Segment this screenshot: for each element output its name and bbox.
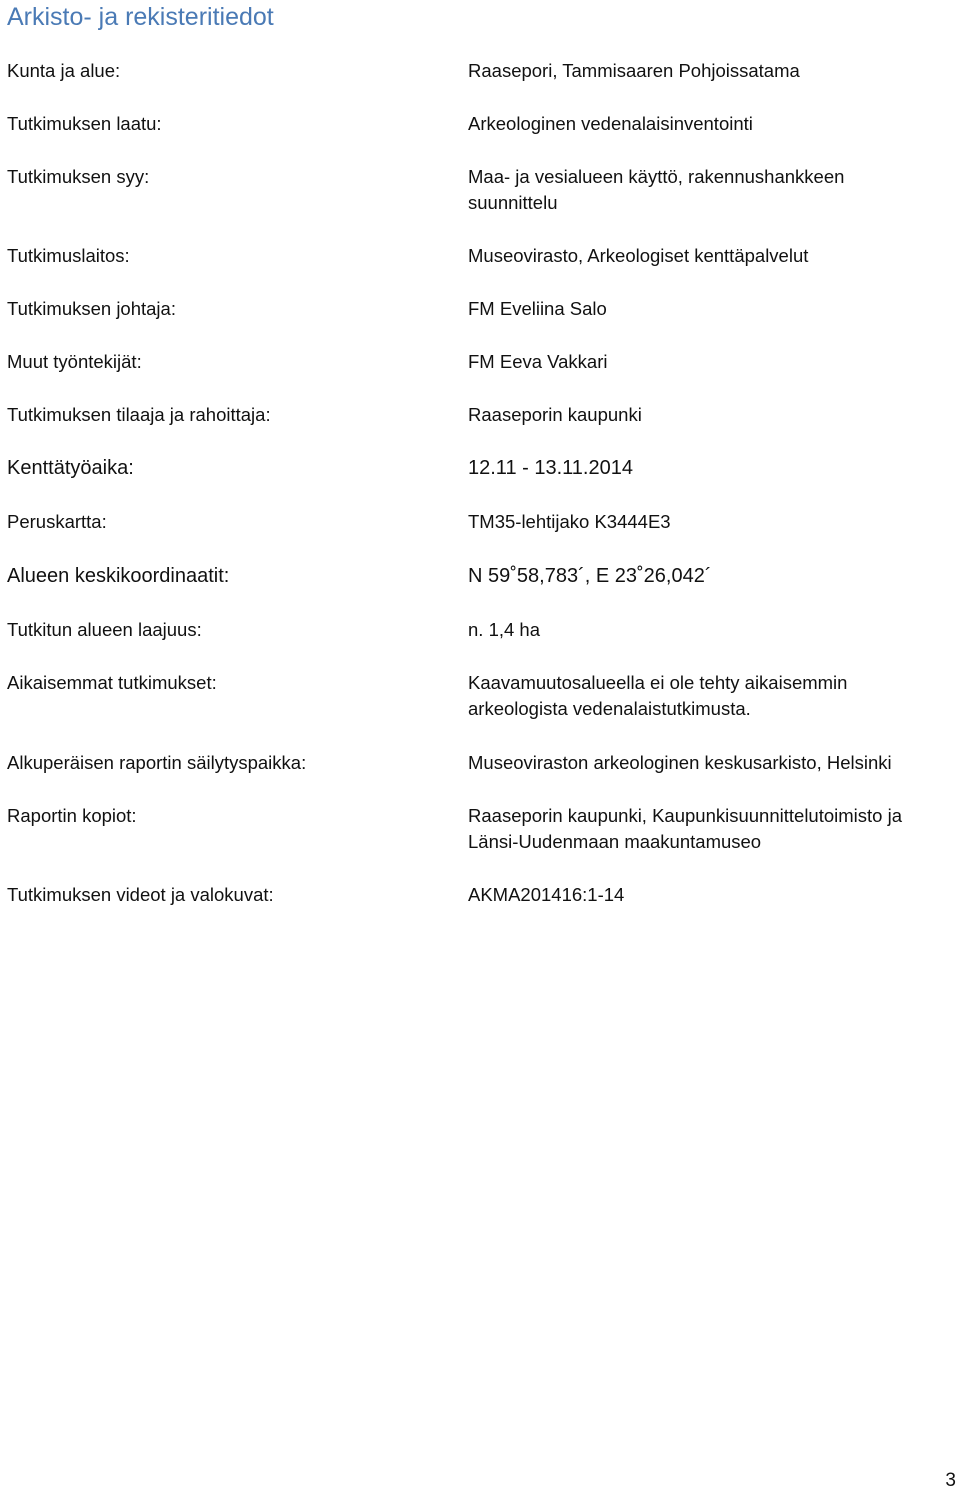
row-label: Tutkimuksen laatu:	[7, 113, 162, 134]
row-value: Raaseporin kaupunki	[468, 404, 642, 425]
row-value: TM35-lehtijako K3444E3	[468, 511, 671, 532]
row-value: Kaavamuutosalueella ei ole tehty aikaisemmin arkeologista vedenalaistutkimusta.	[468, 672, 848, 719]
row-label: Tutkimuslaitos:	[7, 245, 130, 266]
row-label: Tutkimuksen videot ja valokuvat:	[7, 884, 274, 905]
row-label: Peruskartta:	[7, 511, 107, 532]
row-value: N 59˚58,783´, E 23˚26,042´	[468, 565, 712, 587]
row-label: Kunta ja alue:	[7, 60, 121, 81]
row-value: AKMA201416:1-14	[468, 884, 625, 905]
row-label: Alkuperäisen raportin säilytyspaikka:	[7, 752, 307, 773]
row-value: Raasepori, Tammisaaren Pohjoissatama	[468, 60, 800, 81]
row-value: n. 1,4 ha	[468, 619, 541, 640]
row-label: Kenttätyöaika:	[7, 457, 134, 479]
row-label: Aikaisemmat tutkimukset:	[7, 672, 217, 693]
page-number: 3	[945, 1470, 956, 1491]
row-label: Alueen keskikoordinaatit:	[7, 565, 230, 587]
page-title: Arkisto- ja rekisteritiedot	[7, 3, 274, 31]
row-value: Museovirasto, Arkeologiset kenttäpalvelut	[468, 245, 809, 266]
row-value: FM Eveliina Salo	[468, 298, 607, 319]
row-label: Tutkimuksen johtaja:	[7, 298, 176, 319]
row-label: Raportin kopiot:	[7, 805, 137, 826]
row-label: Tutkitun alueen laajuus:	[7, 619, 202, 640]
row-value: Maa- ja vesialueen käyttö, rakennushankkeen suunnittelu	[468, 166, 845, 213]
row-label: Muut työntekijät:	[7, 351, 142, 372]
row-value: Arkeologinen vedenalaisinventointi	[468, 113, 753, 134]
row-value: FM Eeva Vakkari	[468, 351, 608, 372]
row-label: Tutkimuksen syy:	[7, 166, 150, 187]
row-value: Raaseporin kaupunki, Kaupunkisuunnittelutoimisto ja Länsi-Uudenmaan maakuntamuseo	[468, 805, 902, 852]
row-value: 12.11 - 13.11.2014	[468, 457, 633, 479]
row-value: Museoviraston arkeologinen keskusarkisto, Helsinki	[468, 752, 892, 773]
row-label: Tutkimuksen tilaaja ja rahoittaja:	[7, 404, 271, 425]
